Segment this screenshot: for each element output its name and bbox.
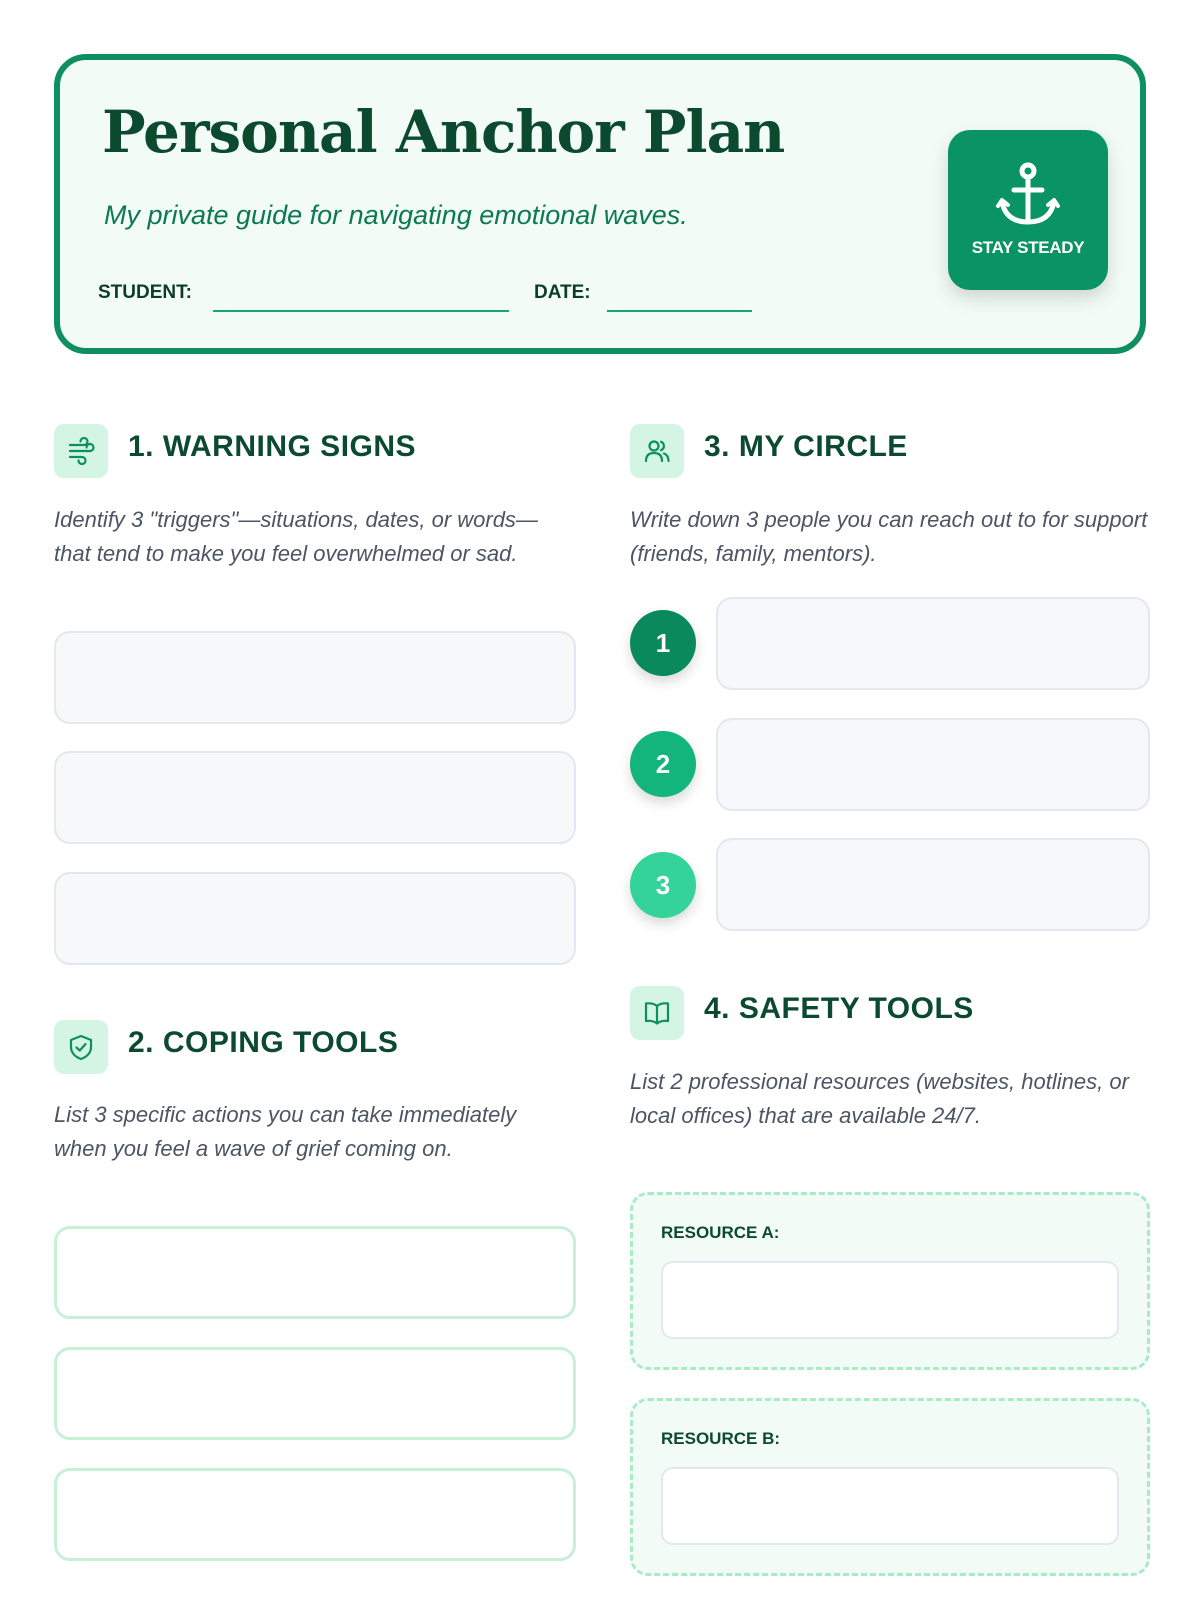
contact-number-3: 3	[630, 852, 696, 918]
shield-check-icon	[54, 1020, 108, 1074]
contact-number-1: 1	[630, 610, 696, 676]
my-circle-description: Write down 3 people you can reach out to for support (friends, family, mentors).	[630, 507, 1148, 566]
student-name-line[interactable]	[213, 310, 509, 312]
resource-b-input[interactable]	[661, 1467, 1119, 1545]
coping-tool-input-1[interactable]	[54, 1226, 576, 1319]
wind-icon	[54, 424, 108, 478]
contact-number-2: 2	[630, 731, 696, 797]
coping-tool-input-3[interactable]	[54, 1468, 576, 1561]
date-label: DATE:	[534, 282, 591, 303]
resource-a-label: RESOURCE A:	[661, 1223, 780, 1242]
warning-sign-input-3[interactable]	[54, 872, 576, 965]
resource-b-label: RESOURCE B:	[661, 1429, 781, 1448]
contact-input-2[interactable]	[716, 718, 1150, 811]
page-title: Personal Anchor Plan	[102, 98, 785, 166]
page-subtitle: My private guide for navigating emotional waves.	[104, 200, 688, 230]
safety-tools-title: 4. SAFETY TOOLS	[704, 992, 974, 1025]
header-card	[54, 54, 1146, 354]
badge-label: STAY STEADY	[971, 238, 1085, 257]
my-circle-title: 3. MY CIRCLE	[704, 430, 908, 463]
contact-input-3[interactable]	[716, 838, 1150, 931]
coping-tools-title: 2. COPING TOOLS	[128, 1026, 399, 1059]
coping-tools-description: List 3 specific actions you can take immediately when you feel a wave of grief coming on.	[54, 1102, 517, 1161]
warning-sign-input-2[interactable]	[54, 751, 576, 844]
book-open-icon	[630, 986, 684, 1040]
warning-sign-input-1[interactable]	[54, 631, 576, 724]
resource-a-card	[630, 1192, 1150, 1370]
resource-a-input[interactable]	[661, 1261, 1119, 1339]
coping-tool-input-2[interactable]	[54, 1347, 576, 1440]
safety-tools-description: List 2 professional resources (websites, hotlines, or local offices) that are available 24/7.	[630, 1069, 1129, 1128]
users-icon	[630, 424, 684, 478]
stay-steady-badge	[948, 130, 1108, 290]
warning-signs-description: Identify 3 "triggers"—situations, dates, or words—that tend to make you feel overwhelmed or sad.	[54, 507, 538, 566]
contact-input-1[interactable]	[716, 597, 1150, 690]
student-label: STUDENT:	[98, 282, 192, 303]
date-line[interactable]	[607, 310, 752, 312]
anchor-icon	[996, 162, 1060, 230]
resource-b-card	[630, 1398, 1150, 1576]
warning-signs-title: 1. WARNING SIGNS	[128, 430, 417, 463]
